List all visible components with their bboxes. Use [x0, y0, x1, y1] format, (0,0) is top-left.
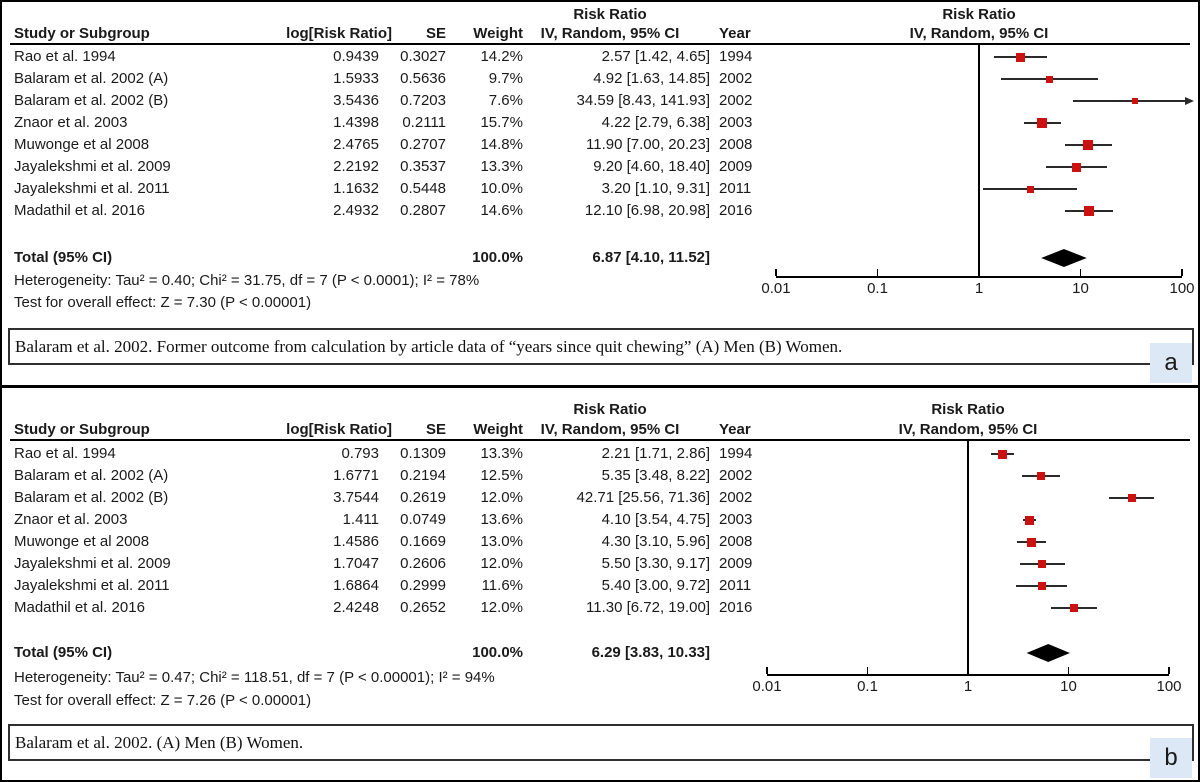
- col-header-logrr: log[Risk Ratio]: [286, 421, 392, 438]
- effect-point-marker: [1128, 494, 1136, 502]
- weight-value: 13.6%: [480, 511, 523, 528]
- caption-text: Balaram et al. 2002. Former outcome from calculation by article data of “years since quit chewing” (A) Men (B) Women.: [15, 336, 843, 356]
- effect-point-marker: [1072, 163, 1081, 172]
- year-value: 2002: [719, 92, 753, 109]
- col-header-year: Year: [719, 421, 751, 438]
- study-name: Jayalekshmi et al. 2009: [14, 158, 171, 175]
- ci-overflow-arrow: [1185, 97, 1194, 105]
- col-header-se: SE: [425, 25, 446, 42]
- col-header-se: SE: [425, 421, 446, 438]
- caption-box: [8, 328, 1194, 365]
- col-header-weight: Weight: [473, 25, 523, 42]
- se-value: 0.2111: [402, 114, 446, 131]
- x-axis-tick-label: 1: [974, 280, 984, 297]
- log-risk-ratio-value: 0.793: [341, 445, 379, 462]
- effect-point-marker: [1046, 76, 1053, 83]
- weight-value: 12.0%: [480, 555, 523, 572]
- year-value: 2009: [719, 158, 753, 175]
- weight-value: 10.0%: [480, 180, 523, 197]
- study-row: [2, 200, 1198, 222]
- year-value: 2011: [719, 577, 752, 594]
- risk-ratio-ci-value: 34.59 [8.43, 141.93]: [576, 92, 710, 109]
- study-name: Muwonge et al 2008: [14, 136, 150, 153]
- risk-ratio-ci-value: 5.50 [3.30, 9.17]: [601, 555, 710, 572]
- year-value: 2002: [719, 467, 753, 484]
- year-value: 2002: [719, 489, 753, 506]
- log-risk-ratio-value: 0.9439: [333, 48, 379, 65]
- study-name: Balaram et al. 2002 (B): [14, 489, 169, 506]
- study-name: Jayalekshmi et al. 2009: [14, 555, 171, 572]
- se-value: 0.2999: [400, 577, 446, 594]
- plot-method-header: IV, Random, 95% CI: [909, 25, 1049, 42]
- weight-value: 13.0%: [480, 533, 523, 550]
- study-row: [2, 112, 1198, 134]
- x-axis-tick-label: 0.01: [761, 280, 791, 297]
- risk-ratio-ci-value: 5.40 [3.00, 9.72]: [601, 577, 710, 594]
- effect-point-marker: [1037, 472, 1045, 480]
- total-label: Total (95% CI): [14, 644, 113, 661]
- caption-text: Balaram et al. 2002. (A) Men (B) Women.: [15, 732, 304, 752]
- log-risk-ratio-value: 1.7047: [333, 555, 379, 572]
- effect-point-marker: [1037, 118, 1047, 128]
- col-header-study: Study or Subgroup: [14, 25, 150, 42]
- effect-point-marker: [1038, 582, 1046, 590]
- se-value: 0.5636: [400, 70, 446, 87]
- study-name: Znaor et al. 2003: [14, 114, 128, 131]
- study-row: [2, 465, 1198, 487]
- total-weight: 100.0%: [472, 644, 523, 661]
- study-name: Jayalekshmi et al. 2011: [14, 577, 170, 594]
- weight-value: 13.3%: [480, 158, 523, 175]
- col-header-year: Year: [719, 25, 751, 42]
- total-row: [2, 642, 1198, 664]
- study-row: [2, 597, 1198, 619]
- heterogeneity-text: Heterogeneity: Tau² = 0.47; Chi² = 118.51, df = 7 (P < 0.00001); I² = 94%: [14, 669, 495, 686]
- effect-point-marker: [1027, 538, 1036, 547]
- effect-measure-header: Risk Ratio: [573, 6, 647, 23]
- x-axis-tick: [766, 667, 768, 674]
- effect-point-marker: [1027, 186, 1034, 193]
- x-axis-tick: [967, 667, 969, 674]
- risk-ratio-ci-value: 3.20 [1.10, 9.31]: [601, 180, 710, 197]
- weight-value: 13.3%: [480, 445, 523, 462]
- log-risk-ratio-value: 1.1632: [333, 180, 379, 197]
- risk-ratio-ci-value: 11.30 [6.72, 19.00]: [586, 599, 710, 616]
- log-risk-ratio-value: 1.4398: [333, 114, 379, 131]
- col-header-ci: IV, Random, 95% CI: [540, 25, 680, 42]
- year-value: 2008: [719, 136, 753, 153]
- study-name: Jayalekshmi et al. 2011: [14, 180, 170, 197]
- log-risk-ratio-value: 1.6771: [333, 467, 379, 484]
- weight-value: 12.5%: [480, 467, 523, 484]
- col-header-study: Study or Subgroup: [14, 421, 150, 438]
- effect-point-marker: [1084, 206, 1094, 216]
- weight-value: 9.7%: [488, 70, 523, 87]
- study-row: [2, 509, 1198, 531]
- log-risk-ratio-value: 1.411: [342, 511, 379, 528]
- study-row: [2, 553, 1198, 575]
- total-label: Total (95% CI): [14, 249, 113, 266]
- year-value: 2002: [719, 70, 753, 87]
- weight-value: 11.6%: [481, 577, 523, 594]
- se-value: 0.7203: [400, 92, 446, 109]
- log-risk-ratio-value: 2.4248: [333, 599, 379, 616]
- effect-point-marker: [1070, 604, 1078, 612]
- study-row: [2, 487, 1198, 509]
- se-value: 0.3537: [400, 158, 446, 175]
- total-ci: 6.29 [3.83, 10.33]: [591, 644, 710, 661]
- study-name: Rao et al. 1994: [14, 48, 116, 65]
- caption-box: [8, 724, 1194, 761]
- total-weight: 100.0%: [472, 249, 523, 266]
- risk-ratio-ci-value: 42.71 [25.56, 71.36]: [576, 489, 710, 506]
- x-axis-tick: [877, 269, 879, 276]
- study-row: [2, 134, 1198, 156]
- risk-ratio-ci-value: 5.35 [3.48, 8.22]: [601, 467, 710, 484]
- risk-ratio-ci-value: 2.57 [1.42, 4.65]: [601, 48, 710, 65]
- risk-ratio-ci-value: 11.90 [7.00, 20.23]: [586, 136, 710, 153]
- study-name: Balaram et al. 2002 (A): [14, 70, 169, 87]
- log-risk-ratio-value: 2.4765: [333, 136, 379, 153]
- header-rule: [10, 43, 1190, 45]
- x-axis-tick: [1080, 269, 1082, 276]
- x-axis-line: [776, 276, 1182, 278]
- x-axis-tick-label: 100: [1156, 678, 1182, 695]
- overall-effect-text: Test for overall effect: Z = 7.30 (P < 0.00001): [14, 294, 312, 311]
- x-axis-tick-label: 0.1: [857, 678, 878, 695]
- heterogeneity-text: Heterogeneity: Tau² = 0.40; Chi² = 31.75, df = 7 (P < 0.0001); I² = 78%: [14, 272, 480, 289]
- se-value: 0.5448: [400, 180, 446, 197]
- weight-value: 12.0%: [480, 599, 523, 616]
- panel-label-badge: a: [1150, 343, 1192, 383]
- effect-measure-header: Risk Ratio: [573, 401, 647, 418]
- log-risk-ratio-value: 3.5436: [333, 92, 379, 109]
- study-name: Madathil et al. 2016: [14, 202, 145, 219]
- col-header-ci: IV, Random, 95% CI: [540, 421, 680, 438]
- year-value: 1994: [719, 48, 753, 65]
- log-risk-ratio-value: 2.2192: [333, 158, 379, 175]
- se-value: 0.1669: [400, 533, 446, 550]
- log-risk-ratio-value: 1.5933: [333, 70, 379, 87]
- se-value: 0.2194: [400, 467, 446, 484]
- effect-point-marker: [1083, 140, 1093, 150]
- x-axis-tick: [1181, 269, 1183, 276]
- year-value: 2011: [719, 180, 752, 197]
- x-axis-line: [767, 674, 1169, 676]
- col-header-logrr: log[Risk Ratio]: [286, 25, 392, 42]
- year-value: 2008: [719, 533, 753, 550]
- risk-ratio-ci-value: 4.10 [3.54, 4.75]: [601, 511, 710, 528]
- year-value: 2016: [719, 202, 753, 219]
- study-row: [2, 443, 1198, 465]
- effect-point-marker: [998, 450, 1007, 459]
- x-axis-tick-label: 10: [1072, 280, 1089, 297]
- x-axis-tick: [1068, 667, 1070, 674]
- null-effect-line: [978, 43, 980, 276]
- year-value: 2009: [719, 555, 753, 572]
- se-value: 0.0749: [400, 511, 446, 528]
- null-effect-line: [967, 439, 969, 674]
- x-axis-tick: [978, 269, 980, 276]
- x-axis-tick: [867, 667, 869, 674]
- weight-value: 14.8%: [480, 136, 523, 153]
- year-value: 2003: [719, 114, 753, 131]
- log-risk-ratio-value: 1.4586: [333, 533, 379, 550]
- study-name: Znaor et al. 2003: [14, 511, 128, 528]
- risk-ratio-ci-value: 4.92 [1.63, 14.85]: [593, 70, 710, 87]
- year-value: 1994: [719, 445, 753, 462]
- overall-effect-text: Test for overall effect: Z = 7.26 (P < 0.00001): [14, 692, 312, 709]
- study-name: Balaram et al. 2002 (B): [14, 92, 169, 109]
- plot-effect-measure-header: Risk Ratio: [942, 6, 1016, 23]
- effect-point-marker: [1016, 53, 1025, 62]
- risk-ratio-ci-value: 12.10 [6.98, 20.98]: [584, 202, 710, 219]
- plot-method-header: IV, Random, 95% CI: [898, 421, 1038, 438]
- se-value: 0.1309: [400, 445, 446, 462]
- study-name: Balaram et al. 2002 (A): [14, 467, 169, 484]
- effect-point-marker: [1132, 98, 1138, 104]
- confidence-interval-line: [1073, 100, 1185, 102]
- weight-value: 7.6%: [488, 92, 523, 109]
- risk-ratio-ci-value: 4.30 [3.10, 5.96]: [601, 533, 710, 550]
- year-value: 2003: [719, 511, 753, 528]
- study-row: [2, 90, 1198, 112]
- se-value: 0.3027: [400, 48, 446, 65]
- risk-ratio-ci-value: 2.21 [1.71, 2.86]: [601, 445, 710, 462]
- x-axis-tick: [1168, 667, 1170, 674]
- x-axis-tick-label: 0.01: [752, 678, 782, 695]
- effect-point-marker: [1038, 560, 1046, 568]
- se-value: 0.2807: [400, 202, 446, 219]
- forest-panel-a: [2, 2, 1198, 385]
- se-value: 0.2707: [400, 136, 446, 153]
- x-axis-tick-label: 1: [963, 678, 973, 695]
- log-risk-ratio-value: 2.4932: [333, 202, 379, 219]
- log-risk-ratio-value: 3.7544: [333, 489, 379, 506]
- total-ci: 6.87 [4.10, 11.52]: [592, 249, 710, 266]
- risk-ratio-ci-value: 9.20 [4.60, 18.40]: [593, 158, 710, 175]
- effect-point-marker: [1025, 516, 1034, 525]
- panel-label-badge: b: [1150, 738, 1192, 778]
- x-axis-tick-label: 10: [1060, 678, 1077, 695]
- weight-value: 14.2%: [480, 48, 523, 65]
- risk-ratio-ci-value: 4.22 [2.79, 6.38]: [601, 114, 710, 131]
- plot-effect-measure-header: Risk Ratio: [931, 401, 1005, 418]
- year-value: 2016: [719, 599, 753, 616]
- col-header-weight: Weight: [473, 421, 523, 438]
- study-name: Rao et al. 1994: [14, 445, 116, 462]
- log-risk-ratio-value: 1.6864: [333, 577, 379, 594]
- x-axis-tick-label: 100: [1169, 280, 1195, 297]
- x-axis-tick: [775, 269, 777, 276]
- se-value: 0.2619: [400, 489, 446, 506]
- se-value: 0.2652: [400, 599, 446, 616]
- forest-panel-b: [2, 388, 1198, 780]
- study-name: Muwonge et al 2008: [14, 533, 150, 550]
- weight-value: 12.0%: [480, 489, 523, 506]
- se-value: 0.2606: [400, 555, 446, 572]
- total-row: [2, 247, 1198, 269]
- study-row: [2, 156, 1198, 178]
- weight-value: 14.6%: [480, 202, 523, 219]
- header-rule: [10, 439, 1190, 441]
- weight-value: 15.7%: [480, 114, 523, 131]
- x-axis-tick-label: 0.1: [867, 280, 888, 297]
- study-name: Madathil et al. 2016: [14, 599, 145, 616]
